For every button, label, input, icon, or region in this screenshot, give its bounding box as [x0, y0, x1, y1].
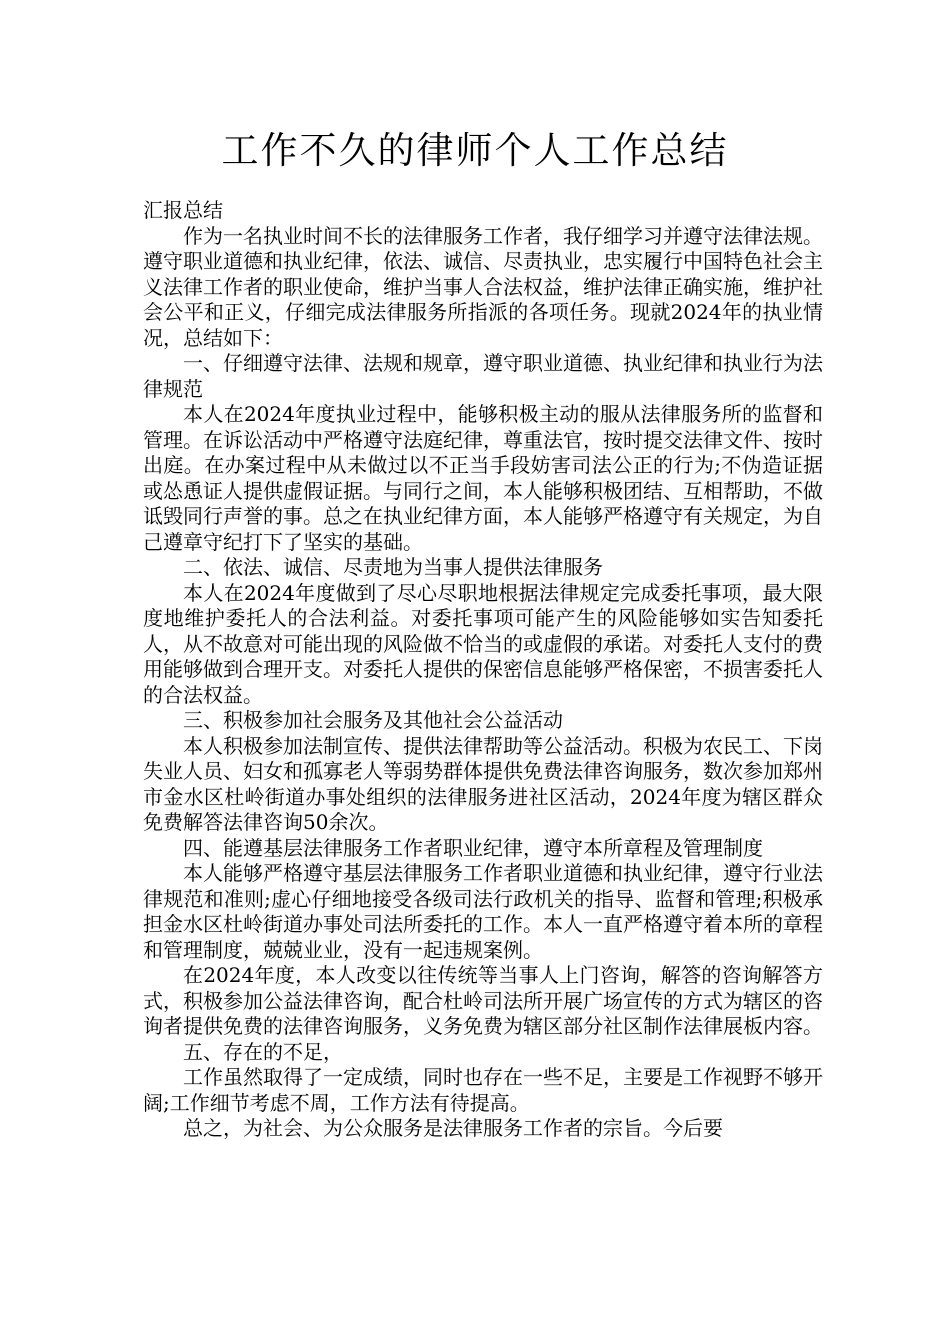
document-title: 工作不久的律师个人工作总结	[221, 129, 729, 172]
section-heading-4: 四、能遵基层法律服务工作者职业纪律，遵守本所章程及管理制度	[183, 835, 763, 860]
intro-paragraph: 作为一名执业时间不长的法律服务工作者，我仔细学习并遵守法律法规。遵守职业道德和执业纪律，依法、诚信、尽责执业，忠实履行中国特色社会主义法律工作者的职业使命，维护当事人合法权益，维护法律正确实施，维护社会公平和正义，仔细完成法律服务所指派的各项任务。现就2024年的执业情况，总结如下：	[143, 223, 823, 350]
section-paragraph-2: 本人在2024年度做到了尽心尽职地根据法律规定完成委托事项，最大限度地维护委托人的合法利益。对委托事项可能产生的风险能够如实告知委托人，从不故意对可能出现的风险做不恰当的或虚假的承诺。对委托人支付的费用能够做到合理开支。对委托人提供的保密信息能够严格保密，不损害委托人的合法权益。	[143, 580, 823, 707]
document-label: 汇报总结	[143, 198, 223, 222]
section-heading-1: 一、仔细遵守法律、法规和规章，遵守职业道德、执业纪律和执业行为法律规范	[143, 351, 823, 401]
document-body	[143, 198, 823, 1142]
section-paragraph-3: 本人积极参加法制宣传、提供法律帮助等公益活动。积极为农民工、下岗失业人员、妇女和孤寡老人等弱势群体提供免费法律咨询服务，数次参加郑州市金水区杜岭街道办事处组织的法律服务进社区活动，2024年度为辖区群众免费解答法律咨询50余次。	[143, 733, 823, 834]
section-heading-5: 五、存在的不足，	[183, 1039, 343, 1064]
conclusion-paragraph: 总之，为社会、为公众服务是法律服务工作者的宗旨。今后要	[183, 1116, 723, 1140]
section-paragraph-1: 本人在2024年度执业过程中，能够积极主动的服从法律服务所的监督和管理。在诉讼活动中严格遵守法庭纪律，尊重法官，按时提交法律文件、按时出庭。在办案过程中从未做过以不正当手段妨害司法公正的行为;不伪造证据或怂恿证人提供虚假证据。与同行之间，本人能够积极团结、互相帮助，不做诋毁同行声誉的事。总之在执业纪律方面，本人能够严格遵守有关规定，为自己遵章守纪打下了坚实的基础。	[143, 402, 823, 554]
section-paragraph-4a: 本人能够严格遵守基层法律服务工作者职业道德和执业纪律，遵守行业法律规范和准则;虚心仔细地接受各级司法行政机关的指导、监督和管理;积极承担金水区杜岭街道办事处司法所委托的工作。本人一直严格遵守着本所的章程和管理制度，兢兢业业，没有一起违规案例。	[143, 861, 823, 962]
section-heading-2: 二、依法、诚信、尽责地为当事人提供法律服务	[183, 555, 603, 579]
section-paragraph-5: 工作虽然取得了一定成绩，同时也存在一些不足，主要是工作视野不够开阔;工作细节考虑不周，工作方法有待提高。	[143, 1065, 823, 1115]
section-paragraph-4b: 在2024年度，本人改变以往传统等当事人上门咨询，解答的咨询解答方式，积极参加公益法律咨询，配合杜岭司法所开展广场宣传的方式为辖区的咨询者提供免费的法律咨询服务，义务免费为辖区部分社区制作法律展板内容。	[143, 963, 823, 1038]
section-heading-3: 三、积极参加社会服务及其他社会公益活动	[183, 708, 563, 732]
